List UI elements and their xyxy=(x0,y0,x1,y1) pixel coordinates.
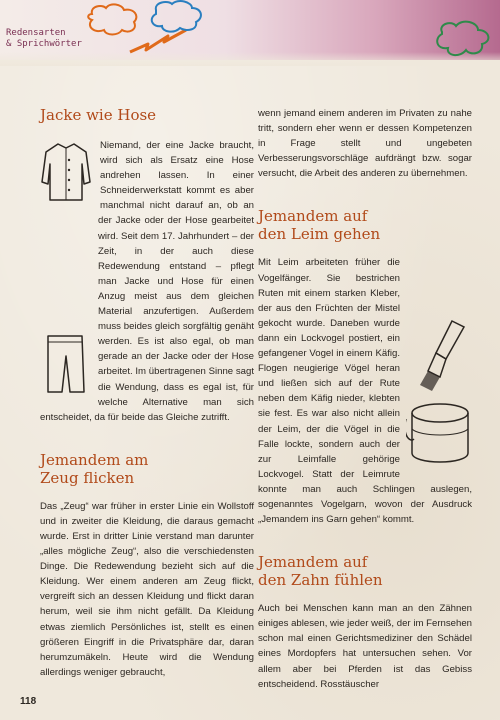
section-body-leim-gehen: Mit Leim arbeiteten früher die Vogelfänger. Sie bestrichen Ruten mit einem starken Kleber, der aus den Früchten der Mistel gekocht wurde. Daneben wurde dann ein Lockvogel postiert, ein gefangener Vogel in einem Käfig. Flogen neugierige Vögel heran und ließen sich auf der Rute neben dem Käfig nieder, klebten sie fest. Es war also nicht allein der Leim, der die Vögel in die Falle lockte, sondern auch der zur Leimfalle gehörige Lockvogel. Statt der Leimrute konnte man auch Schlingen auslegen, sogenanntes Vogelgarn, wovon der Ausdruck „Jemandem ins Garn gehen“ kommt. xyxy=(258,257,472,526)
series-label xyxy=(6,28,96,50)
speech-bubble-blue-icon xyxy=(146,0,206,34)
section-title-leim-gehen xyxy=(258,207,472,243)
header-fade xyxy=(0,52,500,66)
section-title-line-2: den Zahn fühlen xyxy=(258,571,383,590)
series-label-line-2: & Sprichwörter xyxy=(6,39,82,49)
section-title-zeug-flicken xyxy=(40,451,254,487)
section-body-zahn-fuehlen: Auch bei Menschen kann man an den Zähnen einiges ablesen, wie jeder weiß, der im Fernsehen schon mal einen Gerichtsmediziner den Schädel eines Mordopfers hat untersuchen sehen. Vor allem aber bei Pferden ist das Gebiss entscheidend. Rosstäuscher xyxy=(258,603,472,690)
glue-brush-and-pot-drawing-icon xyxy=(406,319,472,469)
page-number: 118 xyxy=(20,696,37,707)
section-title-jacke-wie-hose xyxy=(40,106,254,124)
section-body-continued: wenn jemand einem anderen im Privaten zu nahe tritt, sondern eher wenn er dessen Kompetenzen in Frage stellt und ungebeten Verbesserungsvorschläge aufdrängt bzw. sogar versucht, die Arbeit des anderen zu übernehmen. xyxy=(258,108,472,180)
trousers-drawing-icon xyxy=(40,330,90,400)
speech-bubble-green-icon xyxy=(432,18,494,60)
section-title-line-2: den Leim gehen xyxy=(258,225,381,244)
left-column xyxy=(40,106,254,680)
section-title-line-1: Jemandem auf xyxy=(258,553,368,572)
section-title-zahn-fuehlen xyxy=(258,553,472,589)
section-title-text: Jacke wie Hose xyxy=(40,106,157,124)
section-body-zeug-flicken: Das „Zeug“ war früher in erster Linie ein Wollstoff und in zweiter die Kleidung, die daraus gemacht wurde. Erst in dritter Linie verstand man darunter „alles mögliche Zeug“, also die verschiedensten Dinge. Die Redewendung bezieht sich auf die Kleidung. Wer einem anderen am Zeug flickt, vergreift sich an dessen Kleidung und flickt daran herum, weil sie ihm nicht gefällt. Da Kleidung etwas ziemlich Persönliches ist, stellt es einen größeren Eingriff in die Privatsphäre dar, daran herumzumäkeln. Heute wird die Wendung allerdings weniger gebraucht, xyxy=(40,500,254,678)
section-title-line-1: Jemandem am xyxy=(40,450,149,469)
jacket-drawing-icon xyxy=(40,138,92,208)
series-label-line-1: Redensarten xyxy=(6,28,66,38)
section-body-jacke-wie-hose: Niemand, der eine Jacke braucht, wird sich als Ersatz eine Hose andrehen lassen. In einer Schneiderwerkstatt kommt es aber manchmal nicht darauf an, ob an der Jacke oder der Hose gearbeitet wird. Seit dem 17. Jahrhundert – der Zeit, in der auch diese Redewendung entstand – pflegt man Jacke und Hose für einen Anzug meist aus dem gleichen Material anzufertigen. Außerdem muss beides gleich sorgfältig genäht werden. Es ist also egal, ob man gerade an der Jacke oder der Hose arbeitet. Im übertragenen Sinne sagt die Wendung, dass es egal ist, für welche Alternative man sich entscheidet, da für beide das Gleiche zutrifft. xyxy=(40,140,254,423)
right-column xyxy=(258,106,472,692)
section-title-line-1: Jemandem auf xyxy=(258,207,368,226)
section-title-line-2: Zeug flicken xyxy=(40,468,135,487)
